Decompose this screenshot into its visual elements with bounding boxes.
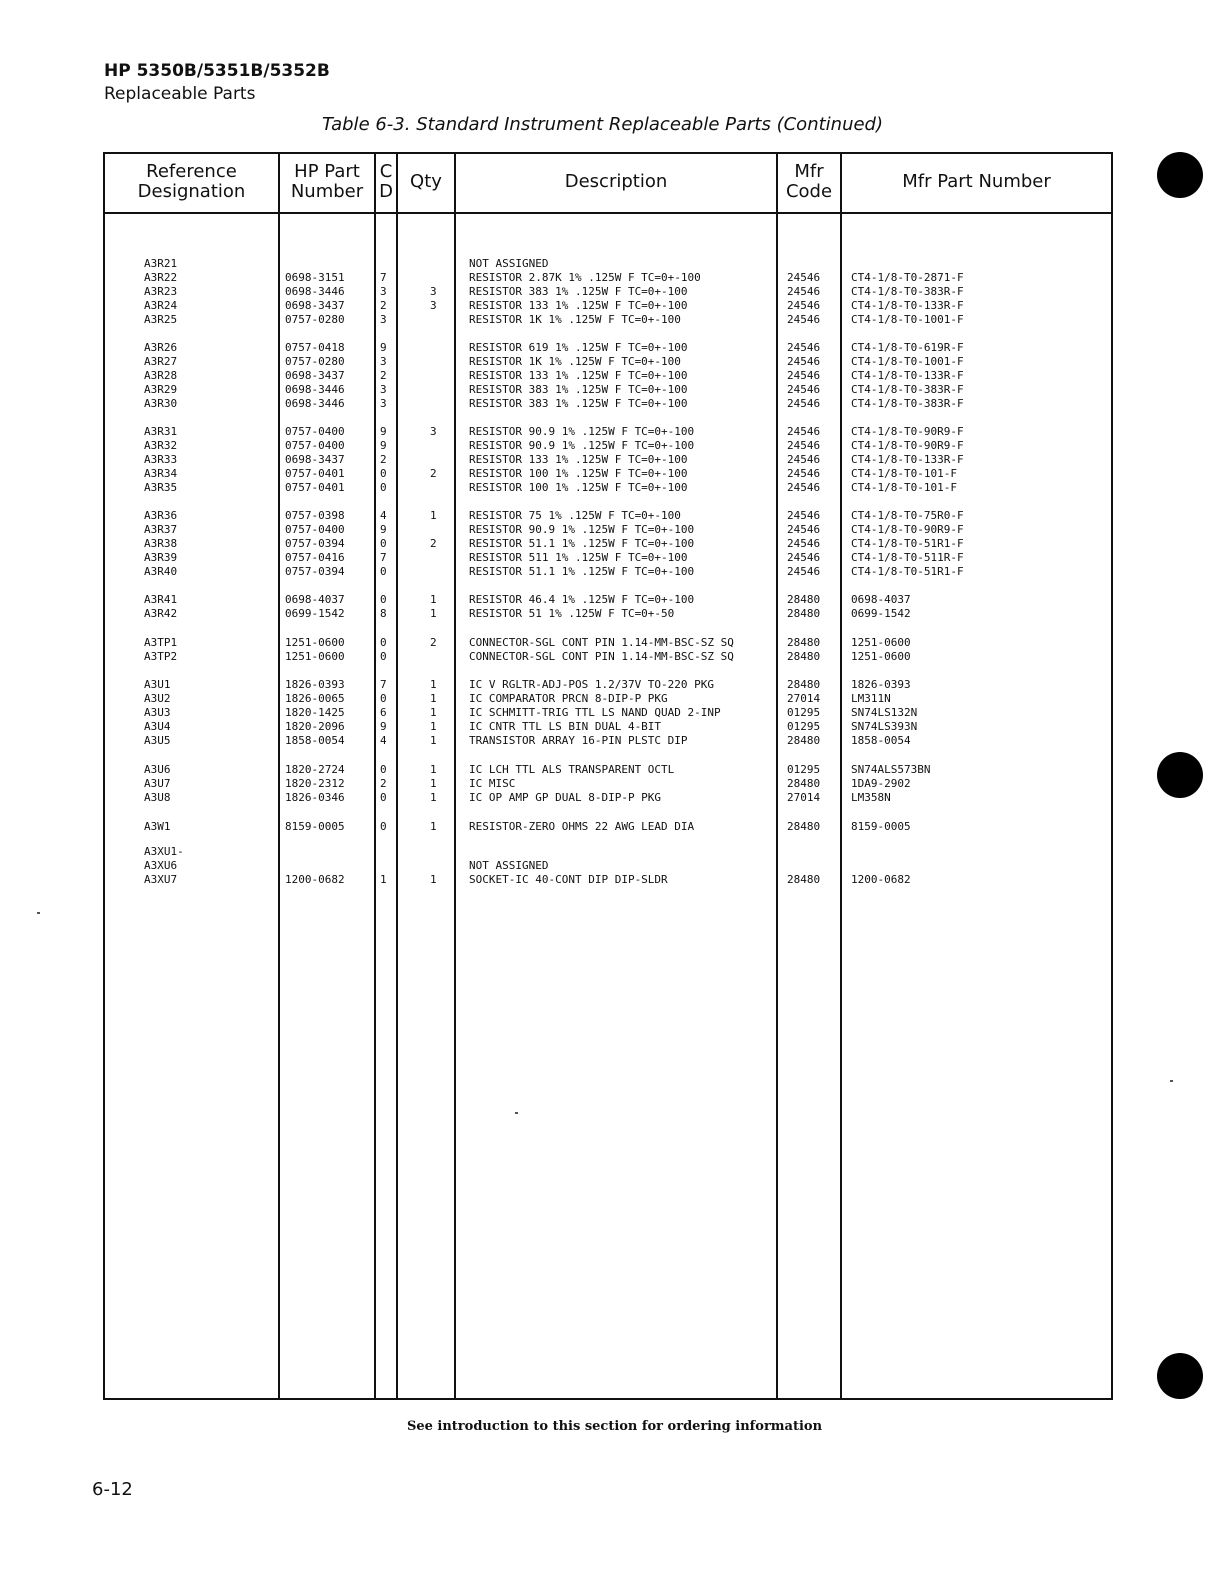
ref-designation-cell: A3R29	[144, 383, 178, 396]
ref-designation-cell: A3XU1-	[144, 845, 184, 858]
header-cd: C D	[379, 161, 393, 202]
mfr-part-number-cell: 1858-0054	[851, 734, 911, 747]
ref-designation-cell: A3U6	[144, 763, 171, 776]
ref-designation-cell: A3R31	[144, 425, 178, 438]
mfr-part-number-cell: 1DA9-2902	[851, 777, 911, 790]
cd-cell: 3	[380, 313, 387, 326]
mfr-code-cell: 28480	[787, 678, 821, 691]
description-cell: RESISTOR-ZERO OHMS 22 AWG LEAD DIA	[469, 820, 695, 833]
mfr-part-number-cell: LM311N	[851, 692, 891, 705]
mfr-part-number-cell: CT4-1/8-T0-383R-F	[851, 383, 964, 396]
mfr-part-number-cell: CT4-1/8-T0-383R-F	[851, 397, 964, 410]
hp-part-number-cell: 1251-0600	[285, 636, 345, 649]
table-row	[0, 453, 1229, 467]
hp-part-number-cell: 0698-3446	[285, 397, 345, 410]
qty-cell: 1	[430, 509, 437, 522]
mfr-part-number-cell: 0699-1542	[851, 607, 911, 620]
table-row	[0, 650, 1229, 664]
hp-part-number-cell: 0757-0401	[285, 481, 345, 494]
description-cell: RESISTOR 619 1% .125W F TC=0+-100	[469, 341, 688, 354]
table-row	[0, 607, 1229, 621]
description-cell: IC LCH TTL ALS TRANSPARENT OCTL	[469, 763, 675, 776]
table-row	[0, 636, 1229, 650]
cd-cell: 9	[380, 439, 387, 452]
ref-designation-cell: A3U8	[144, 791, 171, 804]
description-cell: IC MISC	[469, 777, 516, 790]
table-row	[0, 383, 1229, 397]
mfr-code-cell: 28480	[787, 607, 821, 620]
description-cell: IC CNTR TTL LS BIN DUAL 4-BIT	[469, 720, 662, 733]
hp-part-number-cell: 1826-0346	[285, 791, 345, 804]
document-subtitle: Replaceable Parts	[104, 84, 256, 104]
mfr-part-number-cell: SN74LS393N	[851, 720, 918, 733]
mfr-code-cell: 24546	[787, 341, 821, 354]
scan-speck	[37, 912, 40, 914]
mfr-code-cell: 24546	[787, 565, 821, 578]
mfr-part-number-cell: 1251-0600	[851, 636, 911, 649]
mfr-code-cell: 24546	[787, 537, 821, 550]
cd-cell: 3	[380, 397, 387, 410]
qty-cell: 1	[430, 820, 437, 833]
ref-designation-cell: A3TP1	[144, 636, 178, 649]
table-row	[0, 397, 1229, 411]
mfr-part-number-cell: 1826-0393	[851, 678, 911, 691]
hp-part-number-cell: 0757-0280	[285, 355, 345, 368]
description-cell: RESISTOR 383 1% .125W F TC=0+-100	[469, 397, 688, 410]
qty-cell: 1	[430, 692, 437, 705]
cd-cell: 3	[380, 285, 387, 298]
qty-cell: 1	[430, 791, 437, 804]
hp-part-number-cell: 0757-0400	[285, 425, 345, 438]
cd-cell: 9	[380, 523, 387, 536]
punch-hole	[1157, 152, 1203, 198]
mfr-part-number-cell: CT4-1/8-T0-1001-F	[851, 355, 964, 368]
ref-designation-cell: A3U3	[144, 706, 171, 719]
hp-part-number-cell: 0698-4037	[285, 593, 345, 606]
qty-cell: 1	[430, 734, 437, 747]
table-row	[0, 257, 1229, 271]
hp-part-number-cell: 0698-3437	[285, 369, 345, 382]
mfr-code-cell: 24546	[787, 271, 821, 284]
mfr-code-cell: 01295	[787, 763, 821, 776]
table-row	[0, 285, 1229, 299]
cd-cell: 3	[380, 383, 387, 396]
description-cell: RESISTOR 383 1% .125W F TC=0+-100	[469, 383, 688, 396]
description-cell: IC COMPARATOR PRCN 8-DIP-P PKG	[469, 692, 668, 705]
mfr-code-cell: 28480	[787, 650, 821, 663]
mfr-code-cell: 24546	[787, 355, 821, 368]
ref-designation-cell: A3R39	[144, 551, 178, 564]
mfr-part-number-cell: 8159-0005	[851, 820, 911, 833]
description-cell: IC OP AMP GP DUAL 8-DIP-P PKG	[469, 791, 662, 804]
hp-part-number-cell: 0757-0398	[285, 509, 345, 522]
mfr-part-number-cell: CT4-1/8-T0-133R-F	[851, 369, 964, 382]
qty-cell: 3	[430, 425, 437, 438]
hp-part-number-cell: 0698-3437	[285, 299, 345, 312]
ref-designation-cell: A3R27	[144, 355, 178, 368]
mfr-part-number-cell: CT4-1/8-T0-90R9-F	[851, 523, 964, 536]
hp-part-number-cell: 1858-0054	[285, 734, 345, 747]
description-cell: IC SCHMITT-TRIG TTL LS NAND QUAD 2-INP	[469, 706, 721, 719]
description-cell: NOT ASSIGNED	[469, 859, 549, 872]
mfr-code-cell: 01295	[787, 706, 821, 719]
hp-part-number-cell: 0757-0418	[285, 341, 345, 354]
ref-designation-cell: A3R24	[144, 299, 178, 312]
mfr-code-cell: 24546	[787, 383, 821, 396]
hp-part-number-cell: 1826-0393	[285, 678, 345, 691]
mfr-code-cell: 28480	[787, 593, 821, 606]
header-reference-designation: Reference Designation	[137, 161, 246, 202]
cd-cell: 2	[380, 777, 387, 790]
description-cell: RESISTOR 383 1% .125W F TC=0+-100	[469, 285, 688, 298]
hp-part-number-cell: 1820-2724	[285, 763, 345, 776]
description-cell: RESISTOR 133 1% .125W F TC=0+-100	[469, 299, 688, 312]
description-cell: SOCKET-IC 40-CONT DIP DIP-SLDR	[469, 873, 668, 886]
qty-cell: 1	[430, 763, 437, 776]
table-row	[0, 369, 1229, 383]
description-cell: RESISTOR 511 1% .125W F TC=0+-100	[469, 551, 688, 564]
hp-part-number-cell: 0698-3446	[285, 285, 345, 298]
ref-designation-cell: A3R35	[144, 481, 178, 494]
mfr-part-number-cell: 1251-0600	[851, 650, 911, 663]
table-row	[0, 565, 1229, 579]
cd-cell: 0	[380, 467, 387, 480]
description-cell: IC V RGLTR-ADJ-POS 1.2/37V TO-220 PKG	[469, 678, 715, 691]
description-cell: CONNECTOR-SGL CONT PIN 1.14-MM-BSC-SZ SQ	[469, 650, 734, 663]
table-row	[0, 341, 1229, 355]
ref-designation-cell: A3W1	[144, 820, 171, 833]
ref-designation-cell: A3TP2	[144, 650, 178, 663]
description-cell: RESISTOR 51.1 1% .125W F TC=0+-100	[469, 537, 695, 550]
cd-cell: 0	[380, 481, 387, 494]
mfr-part-number-cell: CT4-1/8-T0-383R-F	[851, 285, 964, 298]
hp-part-number-cell: 0698-3446	[285, 383, 345, 396]
ref-designation-cell: A3R30	[144, 397, 178, 410]
mfr-part-number-cell: CT4-1/8-T0-51R1-F	[851, 565, 964, 578]
mfr-part-number-cell: CT4-1/8-T0-90R9-F	[851, 425, 964, 438]
punch-hole	[1157, 752, 1203, 798]
ref-designation-cell: A3R26	[144, 341, 178, 354]
ref-designation-cell: A3R38	[144, 537, 178, 550]
cd-cell: 0	[380, 763, 387, 776]
cd-cell: 7	[380, 551, 387, 564]
ref-designation-cell: A3R34	[144, 467, 178, 480]
mfr-code-cell: 24546	[787, 453, 821, 466]
description-cell: RESISTOR 133 1% .125W F TC=0+-100	[469, 453, 688, 466]
cd-cell: 8	[380, 607, 387, 620]
qty-cell: 1	[430, 777, 437, 790]
ref-designation-cell: A3U2	[144, 692, 171, 705]
cd-cell: 0	[380, 537, 387, 550]
description-cell: RESISTOR 90.9 1% .125W F TC=0+-100	[469, 439, 695, 452]
hp-part-number-cell: 0757-0401	[285, 467, 345, 480]
description-cell: RESISTOR 100 1% .125W F TC=0+-100	[469, 467, 688, 480]
ref-designation-cell: A3R40	[144, 565, 178, 578]
ref-designation-cell: A3R33	[144, 453, 178, 466]
mfr-part-number-cell: CT4-1/8-T0-619R-F	[851, 341, 964, 354]
table-row	[0, 845, 1229, 859]
hp-part-number-cell: 0757-0416	[285, 551, 345, 564]
mfr-part-number-cell: SN74ALS573BN	[851, 763, 931, 776]
header-divider	[103, 212, 1113, 214]
mfr-part-number-cell: CT4-1/8-T0-511R-F	[851, 551, 964, 564]
mfr-code-cell: 24546	[787, 523, 821, 536]
cd-cell: 0	[380, 791, 387, 804]
table-row	[0, 873, 1229, 887]
ref-designation-cell: A3XU7	[144, 873, 178, 886]
qty-cell: 2	[430, 537, 437, 550]
mfr-part-number-cell: LM358N	[851, 791, 891, 804]
mfr-code-cell: 28480	[787, 636, 821, 649]
description-cell: RESISTOR 133 1% .125W F TC=0+-100	[469, 369, 688, 382]
hp-part-number-cell: 1251-0600	[285, 650, 345, 663]
mfr-part-number-cell: CT4-1/8-T0-51R1-F	[851, 537, 964, 550]
ref-designation-cell: A3R42	[144, 607, 178, 620]
table-row	[0, 481, 1229, 495]
table-row	[0, 299, 1229, 313]
hp-part-number-cell: 0698-3437	[285, 453, 345, 466]
qty-cell: 1	[430, 607, 437, 620]
mfr-code-cell: 27014	[787, 791, 821, 804]
cd-cell: 9	[380, 720, 387, 733]
table-row	[0, 706, 1229, 720]
header-mfr-part-number: Mfr Part Number	[902, 171, 1051, 192]
mfr-code-cell: 24546	[787, 299, 821, 312]
mfr-code-cell: 24546	[787, 439, 821, 452]
footer-note: See introduction to this section for ordering information	[406, 1419, 823, 1434]
hp-part-number-cell: 1826-0065	[285, 692, 345, 705]
ref-designation-cell: A3R32	[144, 439, 178, 452]
mfr-code-cell: 01295	[787, 720, 821, 733]
table-row	[0, 509, 1229, 523]
header-description: Description	[564, 171, 668, 192]
table-row	[0, 734, 1229, 748]
mfr-part-number-cell: SN74LS132N	[851, 706, 918, 719]
page-number: 6-12	[92, 1479, 133, 1500]
cd-cell: 0	[380, 820, 387, 833]
cd-cell: 7	[380, 678, 387, 691]
mfr-code-cell: 24546	[787, 397, 821, 410]
table-row	[0, 820, 1229, 834]
ref-designation-cell: A3U5	[144, 734, 171, 747]
mfr-part-number-cell: CT4-1/8-T0-75R0-F	[851, 509, 964, 522]
table-row	[0, 467, 1229, 481]
table-row	[0, 537, 1229, 551]
cd-cell: 2	[380, 369, 387, 382]
table-row	[0, 425, 1229, 439]
punch-hole	[1157, 1353, 1203, 1399]
cd-cell: 0	[380, 636, 387, 649]
mfr-part-number-cell: 1200-0682	[851, 873, 911, 886]
table-row	[0, 791, 1229, 805]
mfr-code-cell: 24546	[787, 313, 821, 326]
header-qty: Qty	[410, 171, 442, 192]
qty-cell: 1	[430, 593, 437, 606]
mfr-part-number-cell: CT4-1/8-T0-133R-F	[851, 453, 964, 466]
table-caption: Table 6-3. Standard Instrument Replaceable Parts (Continued)	[322, 114, 883, 135]
ref-designation-cell: A3R28	[144, 369, 178, 382]
cd-cell: 4	[380, 734, 387, 747]
table-row	[0, 763, 1229, 777]
cd-cell: 0	[380, 650, 387, 663]
description-cell: NOT ASSIGNED	[469, 257, 549, 270]
description-cell: RESISTOR 100 1% .125W F TC=0+-100	[469, 481, 688, 494]
document-title: HP 5350B/5351B/5352B	[104, 61, 330, 81]
qty-cell: 3	[430, 285, 437, 298]
header-hp-part-number: HP Part Number	[290, 161, 364, 202]
table-row	[0, 439, 1229, 453]
header-mfr-code: Mfr Code	[785, 161, 833, 202]
description-cell: RESISTOR 2.87K 1% .125W F TC=0+-100	[469, 271, 701, 284]
table-row	[0, 593, 1229, 607]
scan-speck	[515, 1112, 518, 1114]
mfr-part-number-cell: CT4-1/8-T0-2871-F	[851, 271, 964, 284]
mfr-code-cell: 24546	[787, 481, 821, 494]
qty-cell: 1	[430, 873, 437, 886]
hp-part-number-cell: 1820-2312	[285, 777, 345, 790]
mfr-code-cell: 28480	[787, 777, 821, 790]
cd-cell: 9	[380, 341, 387, 354]
ref-designation-cell: A3XU6	[144, 859, 178, 872]
mfr-part-number-cell: CT4-1/8-T0-101-F	[851, 467, 957, 480]
mfr-code-cell: 24546	[787, 369, 821, 382]
table-row	[0, 551, 1229, 565]
cd-cell: 2	[380, 299, 387, 312]
description-cell: RESISTOR 46.4 1% .125W F TC=0+-100	[469, 593, 695, 606]
table-row	[0, 313, 1229, 327]
ref-designation-cell: A3R37	[144, 523, 178, 536]
hp-part-number-cell: 0757-0394	[285, 537, 345, 550]
table-row	[0, 355, 1229, 369]
hp-part-number-cell: 1200-0682	[285, 873, 345, 886]
table-row	[0, 271, 1229, 285]
ref-designation-cell: A3U7	[144, 777, 171, 790]
cd-cell: 6	[380, 706, 387, 719]
cd-cell: 9	[380, 425, 387, 438]
description-cell: RESISTOR 90.9 1% .125W F TC=0+-100	[469, 523, 695, 536]
description-cell: RESISTOR 75 1% .125W F TC=0+-100	[469, 509, 681, 522]
qty-cell: 1	[430, 678, 437, 691]
mfr-code-cell: 28480	[787, 820, 821, 833]
qty-cell: 3	[430, 299, 437, 312]
description-cell: RESISTOR 1K 1% .125W F TC=0+-100	[469, 313, 681, 326]
ref-designation-cell: A3R21	[144, 257, 178, 270]
hp-part-number-cell: 1820-2096	[285, 720, 345, 733]
cd-cell: 3	[380, 355, 387, 368]
hp-part-number-cell: 0757-0400	[285, 523, 345, 536]
hp-part-number-cell: 0757-0280	[285, 313, 345, 326]
mfr-part-number-cell: CT4-1/8-T0-101-F	[851, 481, 957, 494]
qty-cell: 1	[430, 706, 437, 719]
mfr-code-cell: 28480	[787, 734, 821, 747]
mfr-code-cell: 24546	[787, 425, 821, 438]
cd-cell: 7	[380, 271, 387, 284]
ref-designation-cell: A3R41	[144, 593, 178, 606]
mfr-part-number-cell: CT4-1/8-T0-1001-F	[851, 313, 964, 326]
description-cell: RESISTOR 90.9 1% .125W F TC=0+-100	[469, 425, 695, 438]
cd-cell: 2	[380, 453, 387, 466]
scan-speck	[1170, 1080, 1173, 1082]
mfr-part-number-cell: CT4-1/8-T0-90R9-F	[851, 439, 964, 452]
qty-cell: 2	[430, 467, 437, 480]
table-row	[0, 692, 1229, 706]
ref-designation-cell: A3R25	[144, 313, 178, 326]
cd-cell: 0	[380, 593, 387, 606]
hp-part-number-cell: 0757-0400	[285, 439, 345, 452]
ref-designation-cell: A3U4	[144, 720, 171, 733]
qty-cell: 1	[430, 720, 437, 733]
description-cell: TRANSISTOR ARRAY 16-PIN PLSTC DIP	[469, 734, 688, 747]
description-cell: CONNECTOR-SGL CONT PIN 1.14-MM-BSC-SZ SQ	[469, 636, 734, 649]
hp-part-number-cell: 0757-0394	[285, 565, 345, 578]
table-row	[0, 720, 1229, 734]
cd-cell: 0	[380, 692, 387, 705]
mfr-code-cell: 24546	[787, 285, 821, 298]
ref-designation-cell: A3U1	[144, 678, 171, 691]
cd-cell: 1	[380, 873, 387, 886]
hp-part-number-cell: 0699-1542	[285, 607, 345, 620]
qty-cell: 2	[430, 636, 437, 649]
mfr-code-cell: 24546	[787, 509, 821, 522]
table-row	[0, 859, 1229, 873]
hp-part-number-cell: 8159-0005	[285, 820, 345, 833]
description-cell: RESISTOR 1K 1% .125W F TC=0+-100	[469, 355, 681, 368]
table-row	[0, 777, 1229, 791]
ref-designation-cell: A3R23	[144, 285, 178, 298]
cd-cell: 0	[380, 565, 387, 578]
mfr-code-cell: 28480	[787, 873, 821, 886]
mfr-part-number-cell: CT4-1/8-T0-133R-F	[851, 299, 964, 312]
mfr-code-cell: 27014	[787, 692, 821, 705]
hp-part-number-cell: 1820-1425	[285, 706, 345, 719]
mfr-code-cell: 24546	[787, 467, 821, 480]
hp-part-number-cell: 0698-3151	[285, 271, 345, 284]
description-cell: RESISTOR 51 1% .125W F TC=0+-50	[469, 607, 675, 620]
ref-designation-cell: A3R22	[144, 271, 178, 284]
description-cell: RESISTOR 51.1 1% .125W F TC=0+-100	[469, 565, 695, 578]
cd-cell: 4	[380, 509, 387, 522]
mfr-part-number-cell: 0698-4037	[851, 593, 911, 606]
table-row	[0, 523, 1229, 537]
table-row	[0, 678, 1229, 692]
ref-designation-cell: A3R36	[144, 509, 178, 522]
mfr-code-cell: 24546	[787, 551, 821, 564]
